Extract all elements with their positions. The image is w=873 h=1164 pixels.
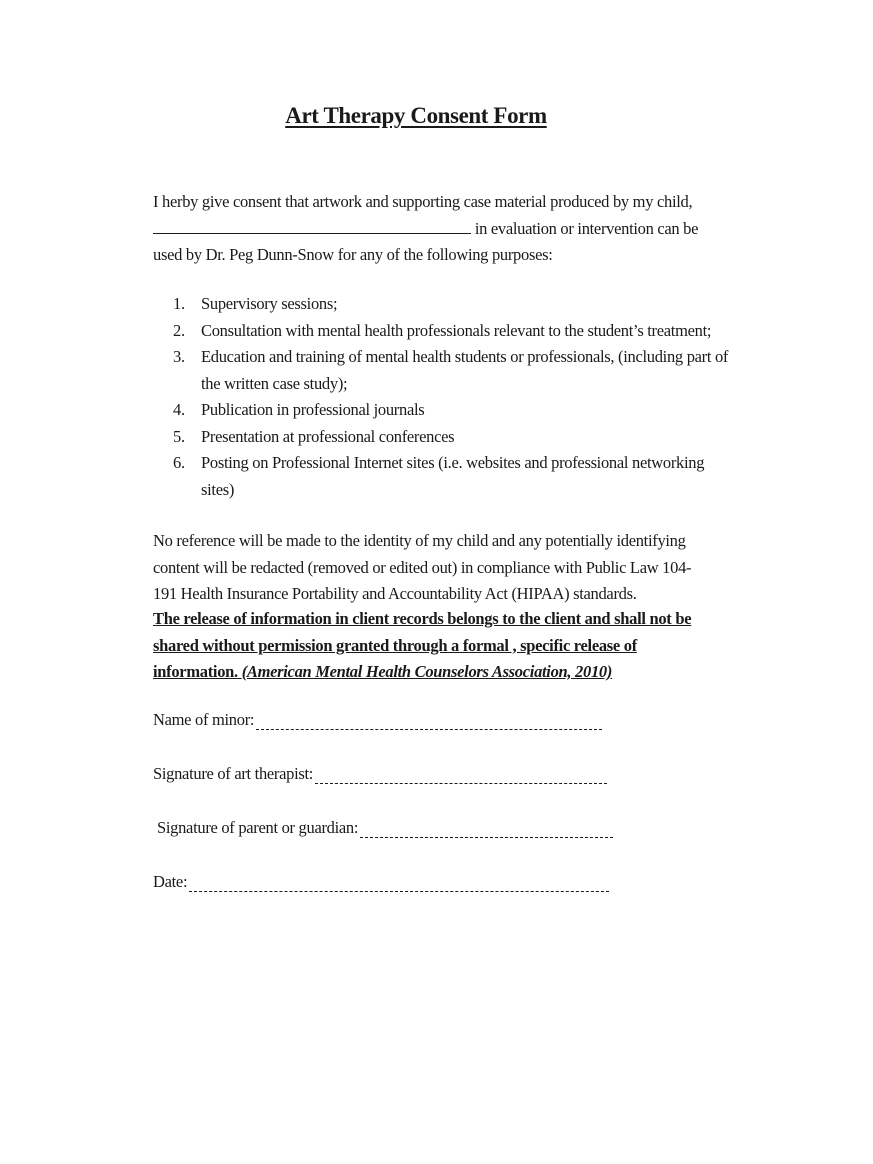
release-citation: (American Mental Health Counselors Association, 2010) — [241, 662, 613, 681]
list-item-text: Publication in professional journals — [201, 400, 425, 419]
list-item — [173, 344, 733, 397]
list-item-text: Posting on Professional Internet sites (i.e. websites and professional networking sites) — [201, 453, 705, 499]
intro-line-1: I herby give consent that artwork and supporting case material produced by my child, — [153, 192, 693, 211]
date-input-line[interactable] — [189, 877, 609, 892]
purposes-list — [173, 291, 733, 503]
minor-name-label: Name of minor: — [153, 710, 255, 729]
list-number: 1. — [173, 294, 185, 313]
therapist-signature-input-line[interactable] — [315, 769, 607, 784]
intro-line-2 — [153, 216, 713, 243]
list-number: 5. — [173, 426, 185, 446]
guardian-signature-field — [157, 818, 613, 838]
release-statement — [153, 606, 713, 686]
minor-name-input-line[interactable] — [256, 715, 602, 730]
guardian-signature-label: Signature of parent or guardian: — [157, 818, 359, 837]
list-number: 6. — [173, 453, 185, 472]
list-item — [173, 291, 733, 318]
list-item-text: Supervisory sessions; — [201, 294, 338, 313]
date-label: Date: — [153, 872, 188, 891]
list-item — [173, 397, 733, 424]
release-text: The release of information in client records belongs to the client and shall not be shared without permission granted through a formal , specific release of information. — [153, 609, 692, 681]
intro-paragraph — [153, 189, 713, 269]
list-item — [173, 424, 733, 451]
list-item-text: Presentation at professional conferences — [201, 426, 455, 446]
privacy-paragraph: No reference will be made to the identity of my child and any potentially identifying content will be redacted (removed or edited out) in compliance with Public Law 104-191 Health Insurance Portability and Accountability Act (HIPAA) standards. — [153, 531, 692, 603]
therapist-signature-field — [153, 764, 607, 784]
list-item — [173, 450, 733, 503]
list-item-text: Education and training of mental health students or professionals, (including part of the written case study); — [201, 347, 729, 393]
list-item — [173, 318, 733, 345]
guardian-signature-input-line[interactable] — [360, 823, 613, 838]
intro-line-3: used by Dr. Peg Dunn-Snow for any of the following purposes: — [153, 245, 553, 264]
child-name-blank[interactable] — [153, 217, 471, 234]
minor-name-field — [153, 710, 602, 730]
form-title: Art Therapy Consent Form — [285, 103, 547, 128]
intro-line-2-text: in evaluation or intervention can be — [474, 218, 699, 238]
list-number: 3. — [173, 347, 185, 366]
date-field — [153, 872, 609, 892]
therapist-signature-label: Signature of art therapist: — [153, 764, 314, 783]
list-number: 4. — [173, 400, 185, 419]
list-number: 2. — [173, 320, 185, 340]
list-item-text: Consultation with mental health professionals relevant to the student’s treatment; — [201, 320, 712, 340]
